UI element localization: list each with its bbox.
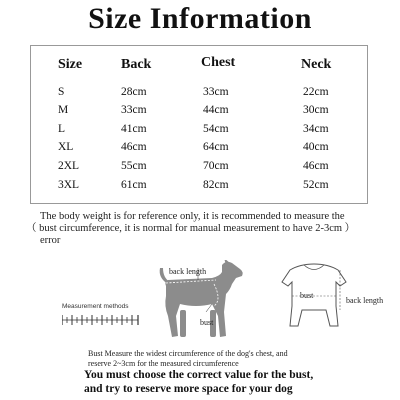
table-row-back: 28cm <box>121 86 147 98</box>
table-row-size: 2XL <box>58 160 80 172</box>
dog-back-length-label: back length <box>169 267 207 276</box>
header-back: Back <box>121 57 152 72</box>
shirt-bust-label: bust <box>300 291 314 300</box>
bust-measure-note <box>88 349 288 368</box>
size-table <box>30 45 368 204</box>
weight-note <box>26 211 380 247</box>
table-row-back: 55cm <box>121 160 147 172</box>
header-neck: Neck <box>301 57 332 72</box>
table-row-neck: 40cm <box>303 141 329 153</box>
table-row-back: 61cm <box>121 179 147 191</box>
table-row-size: L <box>58 123 66 135</box>
note-line: （ bust circumference, it is normal for manual measurement to have 2-3cm ） <box>26 223 356 234</box>
table-row-size: M <box>58 104 69 116</box>
header-chest: Chest <box>201 55 236 70</box>
bold-note-line: and try to reserve more space for your dog <box>84 383 293 395</box>
ruler-icon <box>62 314 140 326</box>
table-row-chest: 70cm <box>203 160 229 172</box>
table-row-neck: 22cm <box>303 86 329 98</box>
table-row-size: S <box>58 86 65 98</box>
table-row-chest: 44cm <box>203 104 229 116</box>
dog-bust-label: bust <box>200 318 214 327</box>
dog-shirt-icon <box>274 262 356 330</box>
table-row-chest: 33cm <box>203 86 229 98</box>
table-row-size: 3XL <box>58 179 80 191</box>
table-row-chest: 54cm <box>203 123 229 135</box>
table-row-chest: 82cm <box>203 179 229 191</box>
shirt-back-length-label: back length <box>346 296 384 305</box>
table-row-neck: 30cm <box>303 104 329 116</box>
table-row-back: 46cm <box>121 141 147 153</box>
table-row-chest: 64cm <box>203 141 229 153</box>
table-row-neck: 46cm <box>303 160 329 172</box>
bold-note-line: You must choose the correct value for the bust, <box>84 369 314 381</box>
fine-print-line: Bust Measure the widest circumference of the dog's chest, and <box>88 349 288 358</box>
table-row-neck: 34cm <box>303 123 329 135</box>
table-row-back: 41cm <box>121 123 147 135</box>
note-line: error <box>40 235 61 246</box>
page-title: Size Information <box>88 2 312 35</box>
table-row-neck: 52cm <box>303 179 329 191</box>
header-size: Size <box>58 57 83 72</box>
fine-print-line: reserve 2~3cm for the measured circumference <box>88 358 239 368</box>
note-line: The body weight is for reference only, it is recommended to measure the <box>40 211 345 222</box>
table-row-size: XL <box>58 141 74 153</box>
bust-choice-note <box>84 368 313 396</box>
measurement-methods-label: Measurement methods <box>62 303 129 310</box>
table-row-back: 33cm <box>121 104 147 116</box>
